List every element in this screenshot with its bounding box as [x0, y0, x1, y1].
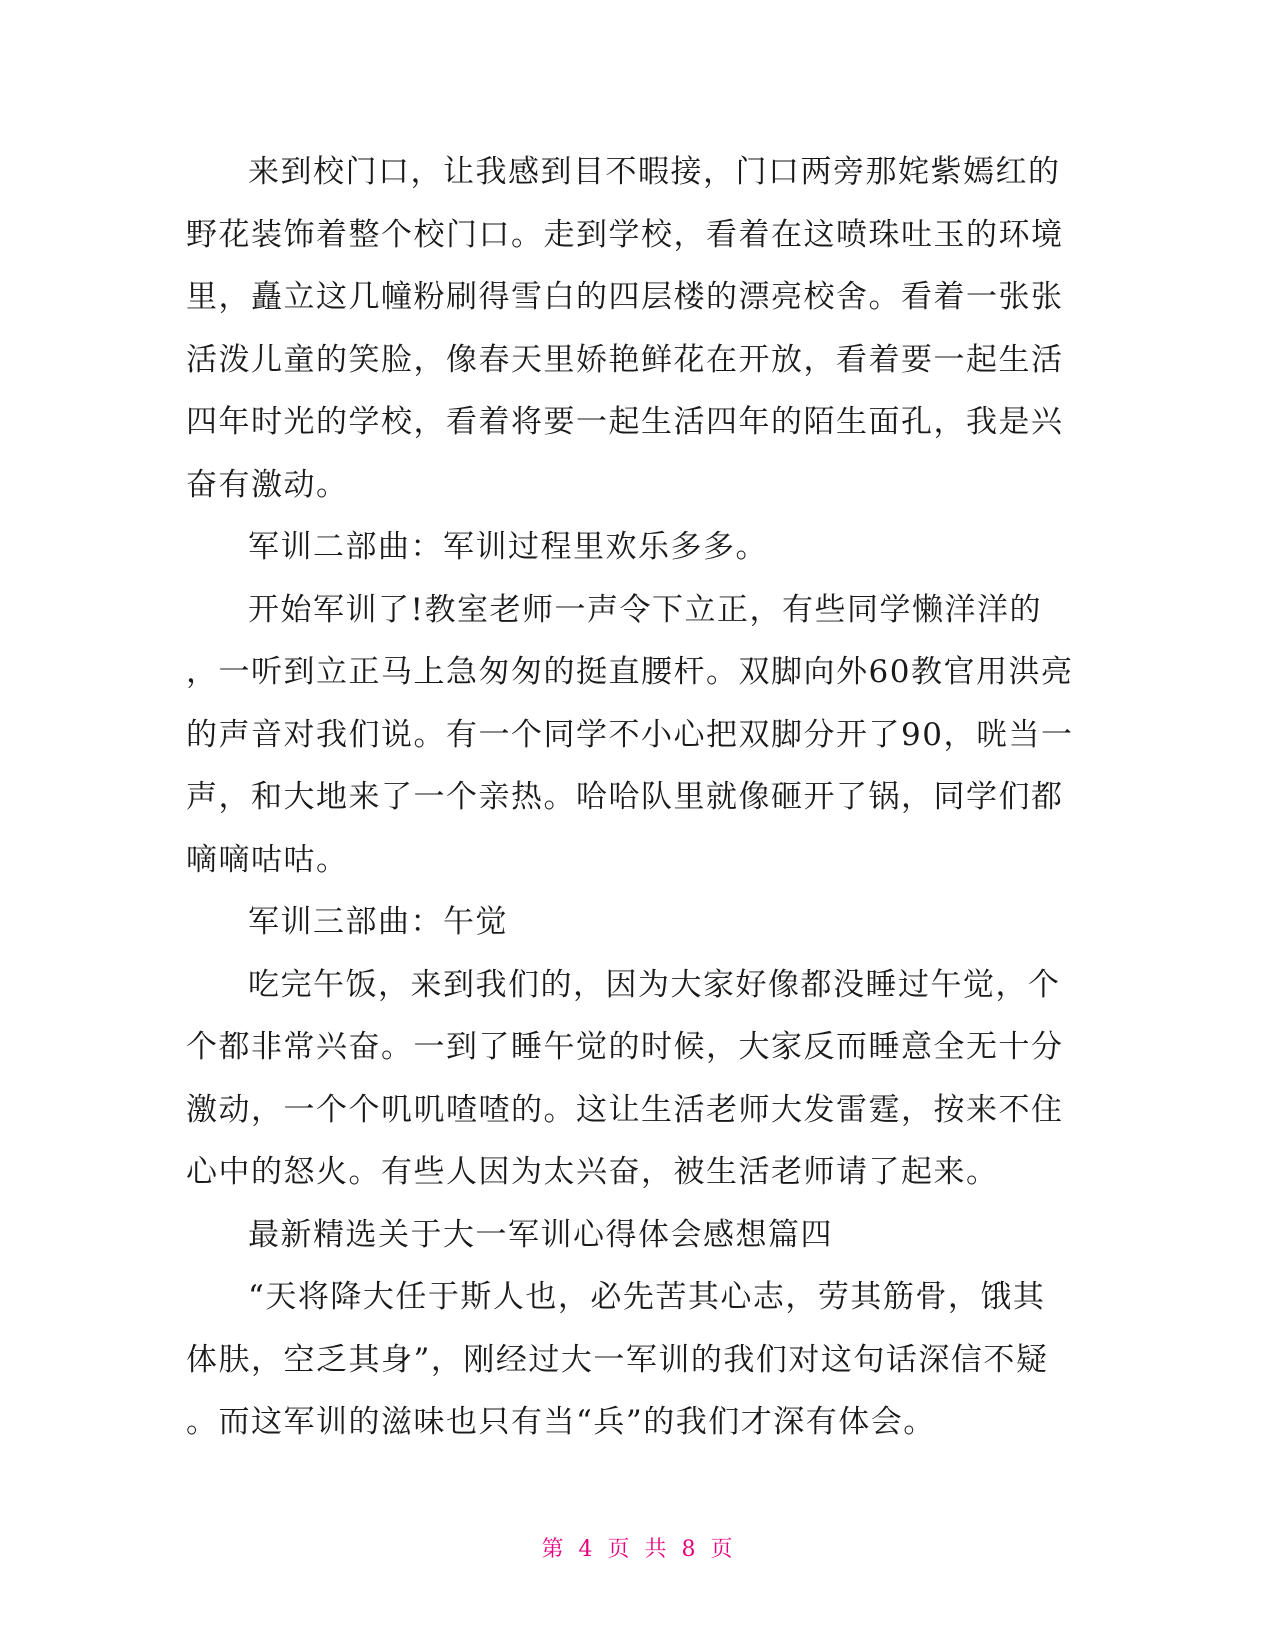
text-line: 来到校门口，让我感到目不暇接，门口两旁那姹紫嫣红的 — [248, 154, 1061, 190]
text-line: 里，矗立这几幢粉刷得雪白的四层楼的漂亮校舍。看着一张张 — [186, 279, 1064, 315]
text-line: ，一听到立正马上急匆匆的挺直腰杆。双脚向外60教官用洪亮 — [186, 654, 1074, 690]
document-body — [186, 141, 1074, 1454]
text-line: 四年时光的学校，看着将要一起生活四年的陌生面孔，我是兴 — [186, 404, 1064, 440]
text-line: “天将降大任于斯人也，必先苦其心志，劳其筋骨，饿其 — [248, 1279, 1046, 1315]
page-footer — [0, 1532, 1275, 1563]
text-line: 体肤，空乏其身”，刚经过大一军训的我们对这句话深信不疑 — [186, 1341, 1049, 1378]
footer-prefix: 第 — [541, 1537, 565, 1562]
text-line: 野花装饰着整个校门口。走到学校，看着在这喷珠吐玉的环境 — [186, 216, 1064, 253]
footer-total-label: 共 — [644, 1537, 668, 1562]
text-line: 声，和大地来了一个亲热。哈哈队里就像砸开了锅，同学们都 — [186, 779, 1064, 815]
text-line: 开始军训了!教室老师一声令下立正，有些同学懒洋洋的 — [248, 591, 1042, 628]
text-line: 。而这军训的滋味也只有当“兵”的我们才深有体会。 — [186, 1404, 936, 1440]
text-line: 活泼儿童的笑脸，像春天里娇艳鲜花在开放，看着要一起生活 — [186, 341, 1064, 378]
footer-page-number: 4 — [578, 1537, 594, 1562]
text-line: 的声音对我们说。有一个同学不小心把双脚分开了90，咣当一 — [186, 716, 1074, 753]
text-line: 嘀嘀咕咕。 — [186, 841, 349, 878]
footer-suffix: 页 — [710, 1537, 734, 1562]
section-heading: 军训三部曲：午觉 — [248, 904, 508, 940]
section-heading: 最新精选关于大一军训心得体会感想篇四 — [248, 1216, 833, 1253]
section-heading: 军训二部曲：军训过程里欢乐多多。 — [248, 529, 768, 565]
text-line: 奋有激动。 — [186, 466, 349, 503]
footer-total-pages: 8 — [681, 1537, 697, 1562]
text-line: 激动，一个个叽叽喳喳的。这让生活老师大发雷霆，按来不住 — [186, 1091, 1064, 1128]
text-line: 吃完午饭，来到我们的，因为大家好像都没睡过午觉，个 — [248, 966, 1061, 1003]
text-line: 个都非常兴奋。一到了睡午觉的时候，大家反而睡意全无十分 — [186, 1029, 1064, 1065]
footer-page-label: 页 — [607, 1537, 631, 1562]
text-line: 心中的怒火。有些人因为太兴奋，被生活老师请了起来。 — [186, 1154, 999, 1190]
